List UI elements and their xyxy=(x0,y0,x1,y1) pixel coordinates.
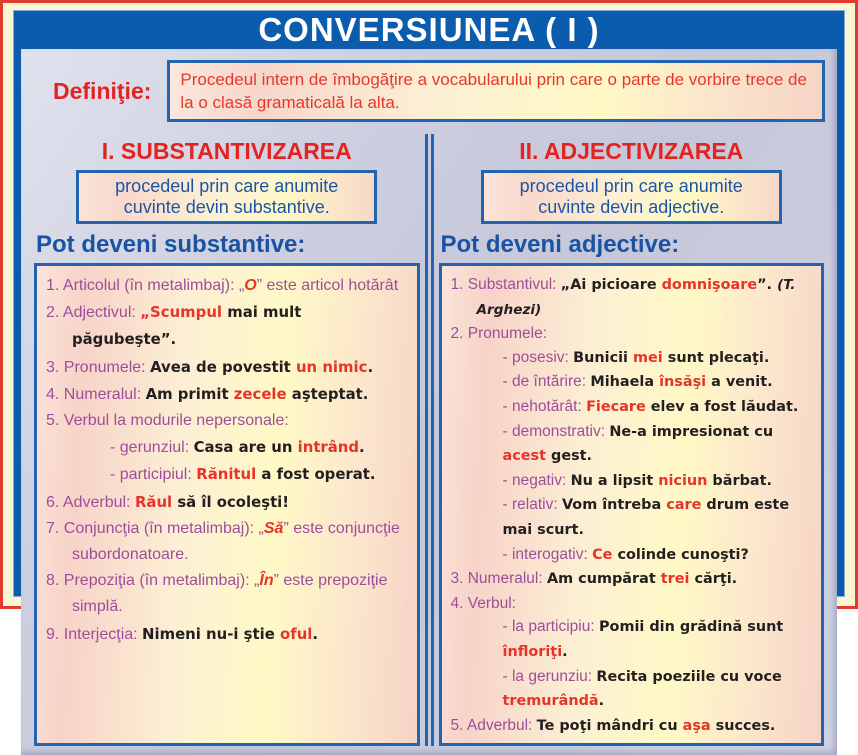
text-segment: oful xyxy=(280,624,313,643)
list-item xyxy=(451,615,816,664)
text-segment: Am primit xyxy=(145,384,234,403)
text-segment: domnişoare xyxy=(661,277,758,293)
text-segment: aşteptat. xyxy=(286,384,369,403)
text-segment: 1. Substantivul: xyxy=(450,276,561,293)
text-segment: 4. Numeralul: xyxy=(46,385,146,403)
list-item xyxy=(46,568,411,620)
column-definition-box: procedeul prin care anumite cuvinte devin adjective. xyxy=(481,170,782,224)
text-segment: ” este conjuncţie subordonatoare. xyxy=(72,519,400,564)
text-segment: . xyxy=(367,357,374,376)
text-segment: (T. Arghezi) xyxy=(476,277,796,318)
list-item xyxy=(46,354,411,381)
text-segment: „Scumpul xyxy=(140,303,223,322)
text-segment: aşa xyxy=(682,717,711,734)
definition-label: Definiţie: xyxy=(53,77,152,104)
text-segment: Nu a lipsit xyxy=(570,472,659,489)
text-segment: 3. Pronumele: xyxy=(46,358,151,376)
text-segment: - participiul: xyxy=(110,466,197,484)
text-segment: a fost operat. xyxy=(256,465,376,484)
list-item xyxy=(46,516,411,568)
text-segment: elev a fost lăudat. xyxy=(645,398,799,415)
text-segment: - nehotărât: xyxy=(502,397,587,415)
list-item xyxy=(451,567,816,592)
column-heading: I. SUBSTANTIVIZAREA xyxy=(101,138,352,164)
text-segment: a venit. xyxy=(706,374,773,391)
text-segment: - demonstrativ: xyxy=(502,422,610,440)
list-item xyxy=(451,592,816,616)
text-segment: . xyxy=(598,693,605,710)
text-segment: Te poţi mândri cu xyxy=(536,717,683,734)
text-segment: Mihaela xyxy=(590,374,660,391)
blue-frame xyxy=(14,11,844,734)
text-segment: 4. Verbul: xyxy=(450,594,516,612)
text-segment: Avea de povestit xyxy=(150,357,296,376)
examples-list-substantive xyxy=(34,263,420,746)
list-item xyxy=(451,273,816,322)
text-segment: acest xyxy=(502,448,546,465)
text-segment: drum este mai scurt. xyxy=(502,497,790,538)
text-segment: ”. xyxy=(757,277,778,293)
text-segment: bărbat. xyxy=(707,472,772,489)
text-segment: succes. xyxy=(710,717,776,734)
examples-list-adjective xyxy=(439,263,825,746)
list-item xyxy=(451,420,816,469)
list-item xyxy=(46,489,411,516)
text-segment: Nimeni nu-i ştie xyxy=(142,624,281,643)
list-title: Pot deveni substantive: xyxy=(36,231,306,258)
text-segment: Pomii din grădină sunt xyxy=(598,619,784,636)
text-segment: - posesiv: xyxy=(502,348,574,366)
text-segment: - gerunziul: xyxy=(110,439,194,457)
text-segment: 2. Adjectivul: xyxy=(46,304,141,322)
text-segment: Răul xyxy=(134,492,173,511)
column-heading: II. ADJECTIVIZAREA xyxy=(519,138,744,164)
text-segment: ” este articol hotărât xyxy=(256,277,399,294)
text-segment: În xyxy=(259,572,274,590)
text-segment: - interogativ: xyxy=(502,545,593,563)
text-segment: să îl ocoleşti! xyxy=(172,492,290,511)
text-segment: ” este prepoziţie simplă. xyxy=(72,572,388,616)
text-segment: gest. xyxy=(546,448,593,465)
column-adjectivizarea xyxy=(434,131,830,746)
list-item xyxy=(46,461,411,488)
text-segment: Am cumpărat xyxy=(546,571,661,588)
text-segment: Vom întreba xyxy=(561,497,667,514)
list-item xyxy=(46,381,411,408)
list-item xyxy=(451,395,816,420)
text-segment: 1. Articolul (în metalimbaj): „ xyxy=(46,277,245,294)
text-segment: Ce xyxy=(592,546,613,563)
column-definition-box: procedeul prin care anumite cuvinte devin substantive. xyxy=(76,170,377,224)
text-segment: 9. Interjecţia: xyxy=(46,625,143,643)
list-item xyxy=(451,469,816,494)
text-segment: 5. Adverbul: xyxy=(450,716,537,734)
list-item xyxy=(46,299,411,353)
list-item xyxy=(46,408,411,434)
list-item xyxy=(451,370,816,395)
text-segment: „Ai picioare xyxy=(560,277,662,293)
text-segment: cărţi. xyxy=(689,571,738,588)
text-segment: tremurândă xyxy=(502,693,599,710)
list-item xyxy=(451,714,816,739)
text-segment: Să xyxy=(263,519,284,537)
text-segment: . xyxy=(359,438,365,457)
text-segment: mei xyxy=(633,349,663,366)
text-segment: 5. Verbul la modurile nepersonale: xyxy=(46,412,289,430)
columns-area xyxy=(29,131,829,746)
text-segment: - negativ: xyxy=(502,471,571,489)
text-segment: Fiecare xyxy=(586,398,646,415)
text-segment: Bunicii xyxy=(573,349,634,366)
column-divider xyxy=(425,134,434,746)
text-segment: Recita poeziile cu voce xyxy=(596,668,782,685)
text-segment: mai mult păgubeşte”. xyxy=(72,303,302,349)
text-segment: . xyxy=(312,624,319,643)
list-item xyxy=(46,434,411,461)
text-segment: un nimic xyxy=(295,357,368,376)
list-item xyxy=(451,322,816,346)
text-segment: intrând xyxy=(297,438,360,457)
text-segment: sunt plecaţi. xyxy=(662,349,770,366)
text-segment: Rănitul xyxy=(196,465,257,484)
text-segment: 6. Adverbul: xyxy=(46,493,135,511)
definition-box: Procedeul intern de îmbogăţire a vocabularului prin care o parte de vorbire trece de la o clasă gramaticală la alta. xyxy=(167,60,825,122)
content-panel xyxy=(21,49,837,755)
list-item xyxy=(451,665,816,714)
text-segment: - la gerunziu: xyxy=(502,667,597,685)
definition-section xyxy=(29,56,829,131)
text-segment: însăşi xyxy=(659,374,707,391)
column-substantivizarea xyxy=(29,131,425,746)
text-segment: zecele xyxy=(233,384,287,403)
text-segment: 7. Conjuncţia (în metalimbaj): „ xyxy=(46,519,264,537)
list-item xyxy=(451,543,816,568)
text-segment: 8. Prepoziţia (în metalimbaj): „ xyxy=(46,572,260,590)
list-title: Pot deveni adjective: xyxy=(440,231,680,258)
poster-title: CONVERSIUNEA ( I ) xyxy=(258,11,600,48)
text-segment: 2. Pronumele: xyxy=(450,325,547,343)
text-segment: Casa are un xyxy=(193,438,298,457)
text-segment: niciun xyxy=(658,472,708,489)
text-segment: O xyxy=(244,277,257,294)
text-segment: . xyxy=(562,643,568,660)
list-item xyxy=(451,493,816,542)
text-segment: - la participiu: xyxy=(502,618,599,636)
text-segment: Ne-a impresionat cu xyxy=(609,423,774,440)
text-segment: înfloriţi xyxy=(502,643,563,660)
text-segment: - relativ: xyxy=(502,496,562,514)
list-item xyxy=(46,273,411,299)
list-item xyxy=(451,346,816,371)
text-segment: - de întărire: xyxy=(502,373,591,391)
text-segment: 3. Numeralul: xyxy=(450,570,547,588)
text-segment: care xyxy=(666,497,702,514)
text-segment: trei xyxy=(660,571,690,588)
list-item xyxy=(46,621,411,648)
text-segment: colinde cunoşti? xyxy=(612,546,749,563)
